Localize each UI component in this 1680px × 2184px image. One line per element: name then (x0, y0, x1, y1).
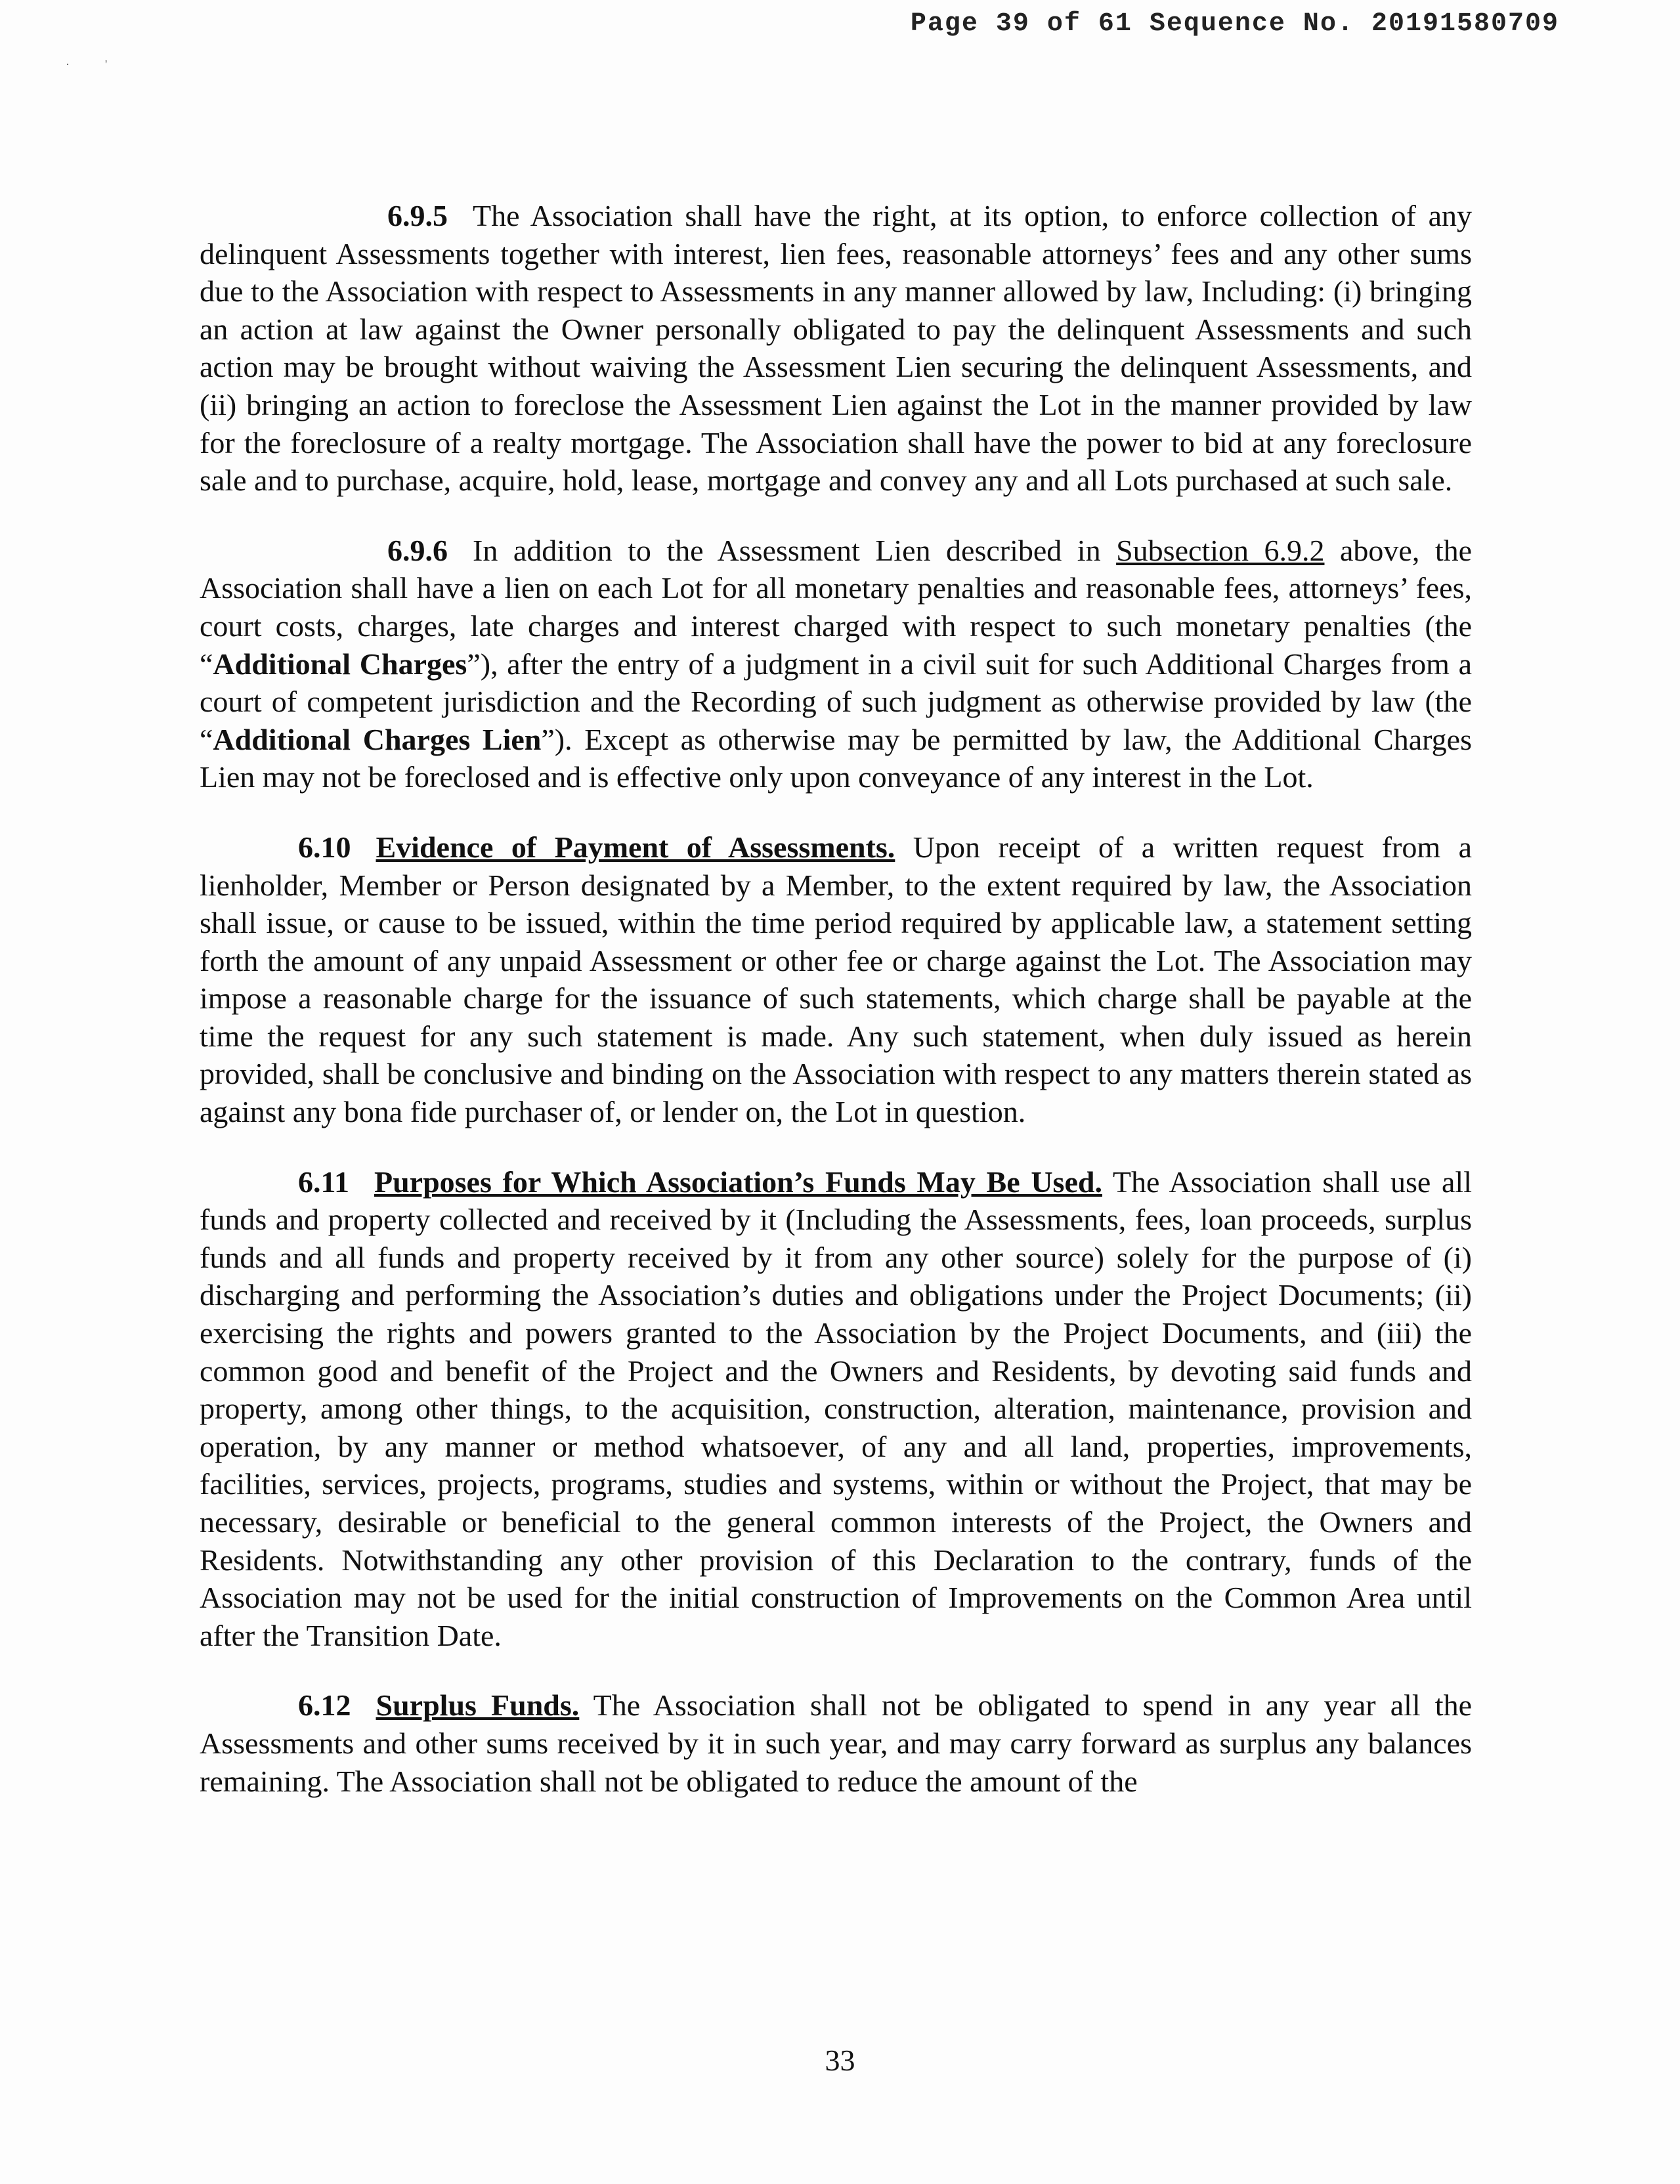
section-text: Upon receipt of a written request from a lienholder, Member or Person designated by a Member, to the extent required by law, the Association shall issue, or cause to be issued, within the time period required by applicable law, a statement setting forth the amount of any unpaid Assessment or other fee or charge against the Lot. The Association may impose a reasonable charge for the issuance of such statements, which charge shall be payable at the time the request for any such statement is made. Any such statement, when duly issued as herein provided, shall be conclusive and binding on the Association with respect to any matters therein stated as against any bona fide purchaser of, or lender on, the Lot in question. (200, 830, 1472, 1129)
section-text: The Association shall have the right, at its option, to enforce collection of any delinquent Assessments together with interest, lien fees, reasonable attorneys’ fees and any other sums due to the Association with respect to Assessments in any manner allowed by law, Including: (i) bringing an action at law against the Owner personally obligated to pay the delinquent Assessments and such action may be brought without waiving the Assessment Lien securing the delinquent Assessments, and (ii) bringing an action to foreclose the Assessment Lien against the Lot in the manner provided by law for the foreclosure of a realty mortgage. The Association shall have the power to bid at any foreclosure sale and to purchase, acquire, hold, lease, mortgage and convey any and all Lots purchased at such sale. (200, 199, 1472, 498)
section-heading: Evidence of Payment of Assessments. (376, 830, 895, 864)
subsection-reference-link: Subsection 6.9.2 (1116, 533, 1325, 567)
section-text: ”), after the entry of a judgment in a civil suit for such Additional Charges from a court of competent jurisdiction and the Recording of such judgment as otherwise provided by law (the “ (200, 647, 1472, 756)
section-number: 6.12 (298, 1688, 351, 1723)
section-heading: Purposes for Which Association’s Funds May Be Used. (374, 1165, 1102, 1199)
page-header: Page 39 of 61 Sequence No. 20191580709 (910, 9, 1559, 39)
section-text: The Association shall not be obligated to spend in any year all the Assessments and other sums received by it in such year, and may carry forward as surplus any balances remaining. The Association shall not be obligated to reduce the amount of the (200, 1688, 1472, 1798)
defined-term: Additional Charges (213, 647, 467, 681)
section-number: 6.9.5 (387, 199, 448, 232)
section-text: In addition to the Assessment Lien described in (473, 533, 1101, 567)
section-text: The Association shall use all funds and property collected and received by it (Including the Assessments, fees, loan proceeds, surplus funds and all funds and property received by it from any other source) solely for the purpose of (i) discharging and performing the Association’s duties and obligations under the Project Documents; (ii) exercising the rights and powers granted to the Association by the Project Documents, and (iii) the common good and benefit of the Project and the Owners and Residents, by devoting said funds and property, among other things, to the acquisition, construction, alteration, maintenance, provision and operation, by any manner or method whatsoever, of any and all land, properties, improvements, facilities, services, projects, programs, studies and systems, within or without the Project, that may be necessary, desirable or beneficial to the general common interests of the Project, the Owners and Residents. Notwithstanding any other provision of this Declaration to the contrary, funds of the Association may not be used for the initial construction of Improvements on the Common Area until after the Transition Date. (200, 1165, 1472, 1652)
page-number: 33 (825, 2044, 855, 2077)
section-number: 6.11 (298, 1165, 349, 1199)
section-6-9-6 (200, 532, 1472, 796)
section-number: 6.10 (298, 830, 351, 864)
defined-term: Additional Charges Lien (213, 722, 542, 756)
section-text: ”). Except as otherwise may be permitted by law, the Additional Charges Lien may not be foreclosed and is effective only upon conveyance of any interest in the Lot. (200, 722, 1472, 794)
section-6-11 (200, 1163, 1472, 1655)
section-text: above, the Association shall have a lien on each Lot for all monetary penalties and reasonable fees, attorneys’ fees, court costs, charges, late charges and interest charged with respect to such monetary penalties (the “ (200, 533, 1473, 681)
document-body (200, 197, 1472, 1832)
section-6-9-5 (200, 197, 1472, 500)
section-number: 6.9.6 (387, 533, 448, 567)
section-6-12 (200, 1686, 1472, 1800)
section-heading: Surplus Funds. (376, 1688, 580, 1723)
scan-specks: · ' (66, 58, 108, 71)
section-6-10 (200, 828, 1472, 1131)
